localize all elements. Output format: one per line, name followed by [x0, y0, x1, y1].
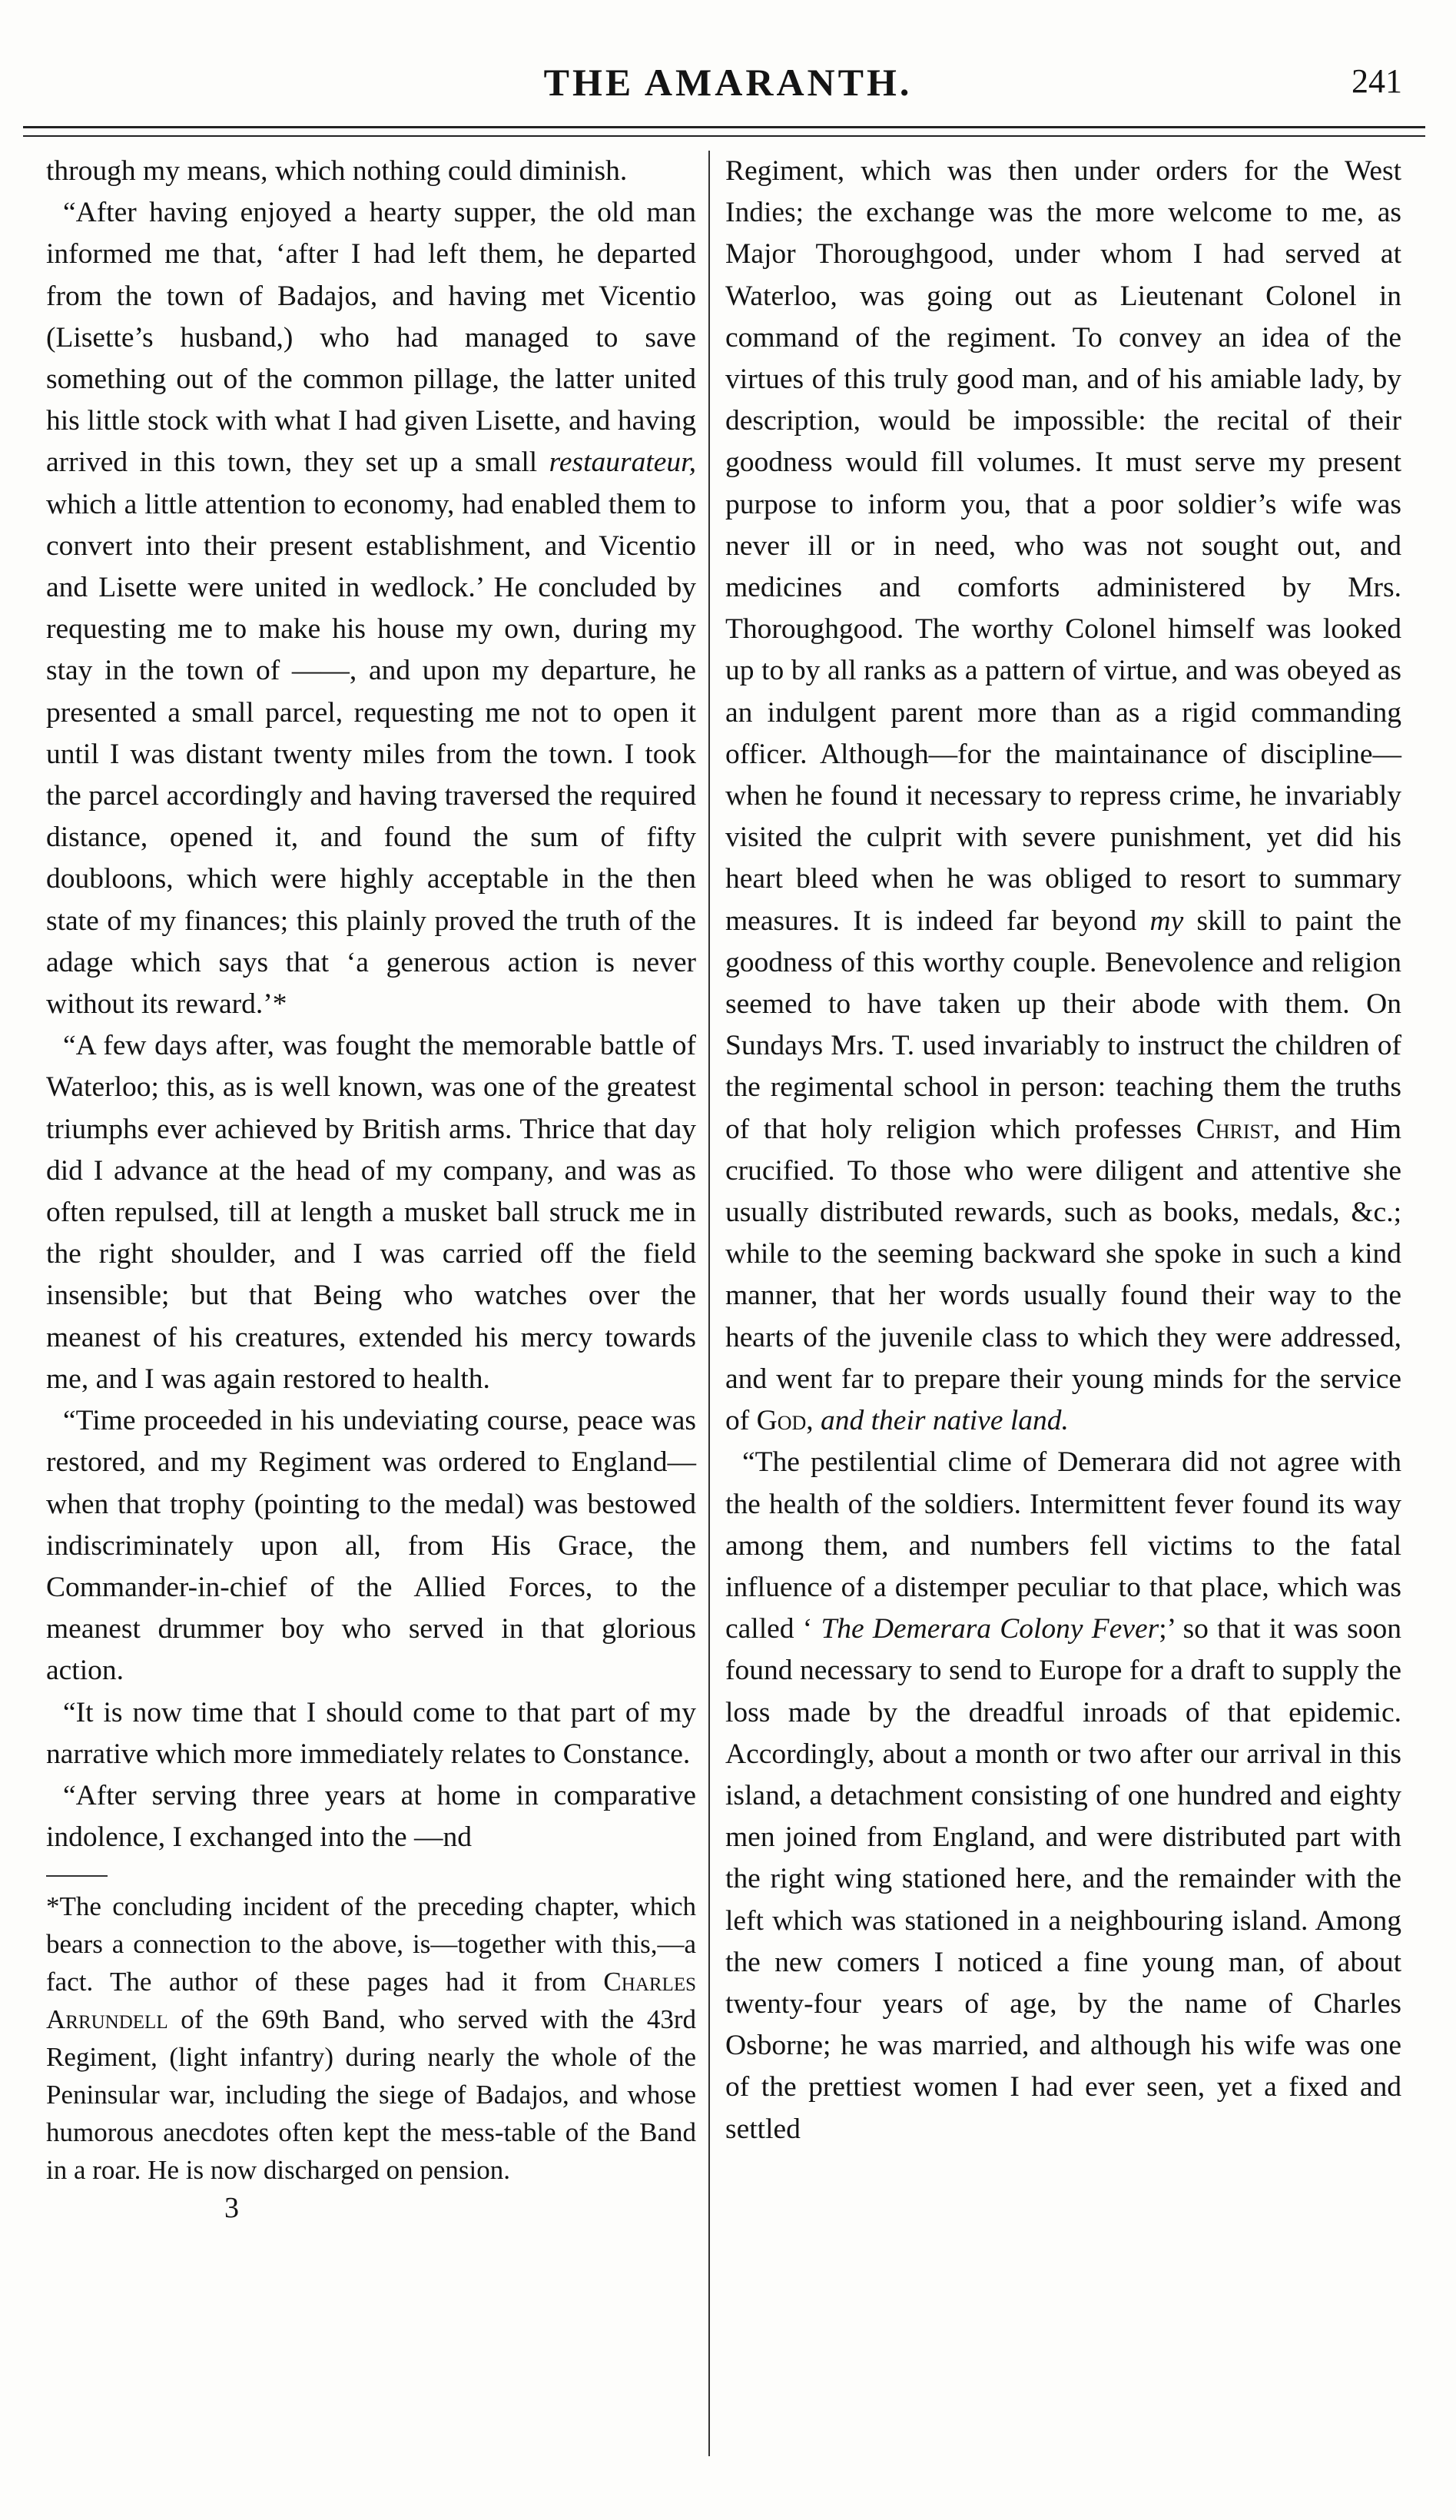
italic-text: and their native land.: [821, 1405, 1069, 1437]
text-run: ;’ so that it was soon found necessary to send to Europe for a draft to supply the loss made by the dreadful inroads of that epidemic. Accordingly, about a month or two after our arrival in this island, a detachment consisting of one hundred and eighty men joined from England, and were distributed part with the right wing stationed here, and the remainder with the left which was stationed in a neighbouring island. Among the new comers I noticed a fine young man, of about twenty-four years of age, by the name of Charles Osborne; he was married, and although his wife was one of the prettiest women I had ever seen, yet a fixed and settled: [725, 1613, 1401, 2145]
paragraph: “It is now time that I should come to that part of my narrative which more immediately relates to Constance.: [46, 1696, 696, 1770]
text-run: ,: [806, 1405, 821, 1437]
paragraph: “A few days after, was fought the memorable battle of Waterloo; this, as is well known, was one of the greatest triumphs ever achieved by British arms. Thrice that day did I advance at the head of my company, and was as often repulsed, till at length a musket ball struck me in the right shoulder, and I was carried off the field insensible; but that Being who watches over the meanest of his creatures, extended his mercy towards me, and I was again restored to health.: [46, 1030, 696, 1395]
italic-text: The Demerara Colony Fever: [821, 1613, 1159, 1645]
header-rule: [23, 126, 1425, 128]
text-run: skill to paint the goodness of this worthy couple. Benevolence and religion seemed to have taken up their abode with them. On Sundays Mrs. T. used invariably to instruct the children of the regimental school in person: teaching them the truths of that holy religion which professes: [725, 905, 1401, 1145]
italic-text: restaurateur,: [549, 447, 696, 479]
paragraph: through my means, which nothing could diminish.: [46, 155, 628, 187]
footnote-name: Charles Arrundell: [46, 1967, 696, 2035]
italic-text: my: [1149, 905, 1184, 937]
text-run: *The concluding incident of the preceding chapter, which bears a connection to the above, is—together with this,—a fact. The author of these pages had it from: [46, 1891, 696, 1997]
paragraph: [46, 192, 696, 1025]
right-column: [725, 151, 1401, 2495]
signature-mark: 3: [224, 2192, 239, 2225]
page-header: [31, 60, 1425, 121]
left-column: [46, 151, 696, 2445]
page-number: 241: [1352, 62, 1402, 100]
header-rule-secondary: [23, 135, 1425, 137]
column-divider: [708, 151, 710, 2456]
footnote-rule: [46, 1875, 108, 1877]
paragraph: “After serving three years at home in comparative indolence, I exchanged into the —nd: [46, 1779, 696, 1854]
footnote: [46, 1888, 696, 2189]
small-caps-text: Christ: [1196, 1113, 1273, 1145]
text-run: Regiment, which was then under orders for the West Indies; the exchange was the more welcome to me, as Major Thoroughgood, under whom I had served at Waterloo, was going out as Lieutenant Colonel in command of the regiment. To convey an idea of the virtues of this truly good man, and of his amiable lady, by description, would be impossible: the recital of their goodness would fill volumes. It must serve my present purpose to inform you, that a poor soldier’s wife was never ill or in need, who was not sought out, and medicines and comforts administered by Mrs. Thoroughgood. The worthy Colonel himself was looked up to by all ranks as a pattern of virtue, and was obeyed as an indulgent parent more than as a rigid commanding officer. Although—for the maintainance of discipline—when he found it necessary to repress crime, he invariably visited the culprit with severe punishment, yet did his heart bleed when he was obliged to resort to summary measures. It is indeed far beyond: [725, 155, 1401, 937]
paragraph: [725, 1442, 1401, 2150]
text-run: , and Him crucified. To those who were diligent and attentive she usually distributed rewards, such as books, medals, &c.; while to the seeming backward she spoke in such a kind manner, that her words usually found their way to the hearts of the juvenile class to which they were addressed, and went far to prepare their young minds for the service of: [725, 1113, 1401, 1437]
small-caps-text: God: [756, 1405, 807, 1437]
text-run: which a little attention to economy, had enabled them to convert into their present establishment, and Vicentio and Lisette were united in wedlock.’ He concluded by requesting me to make his house my own, during my stay in the town of ——, and upon my departure, he presented a small parcel, requesting me not to open it until I was distant twenty miles from the town. I took the parcel accordingly and having traversed the required distance, opened it, and found the sum of fifty doubloons, which were highly acceptable in the then state of my finances; this plainly proved the truth of the adage which says that ‘a generous action is never without its reward.’*: [46, 488, 696, 1021]
text-run: “After having enjoyed a hearty supper, the old man informed me that, ‘after I had left them, he departed from the town of Badajos, and having met Vicentio (Lisette’s husband,) who had managed to save something out of the common pillage, the latter united his little stock with what I had given Lisette, and having arrived in this town, they set up a small: [46, 197, 696, 479]
paragraph: [725, 151, 1401, 1442]
text-run: “The pestilential clime of Demerara did not agree with the health of the soldiers. Intermittent fever found its way among them, and numbers fell victims to the fatal influence of a distemper peculiar to that place, which was called ‘: [725, 1446, 1401, 1645]
running-title: THE AMARANTH.: [543, 61, 913, 104]
text-run: of the 69th Band, who served with the 43rd Regiment, (light infantry) during nearly the whole of the Peninsular war, including the siege of Badajos, and whose humorous anecdotes often kept the mess-table of the Band in a roar. He is now discharged on pension.: [46, 2004, 696, 2186]
paragraph: “Time proceeded in his undeviating course, peace was restored, and my Regiment was ordered to England—when that trophy (pointing to the medal) was bestowed indiscriminately upon all, from His Grace, the Commander-in-chief of the Allied Forces, to the meanest drummer boy who served in that glorious action.: [46, 1405, 696, 1687]
